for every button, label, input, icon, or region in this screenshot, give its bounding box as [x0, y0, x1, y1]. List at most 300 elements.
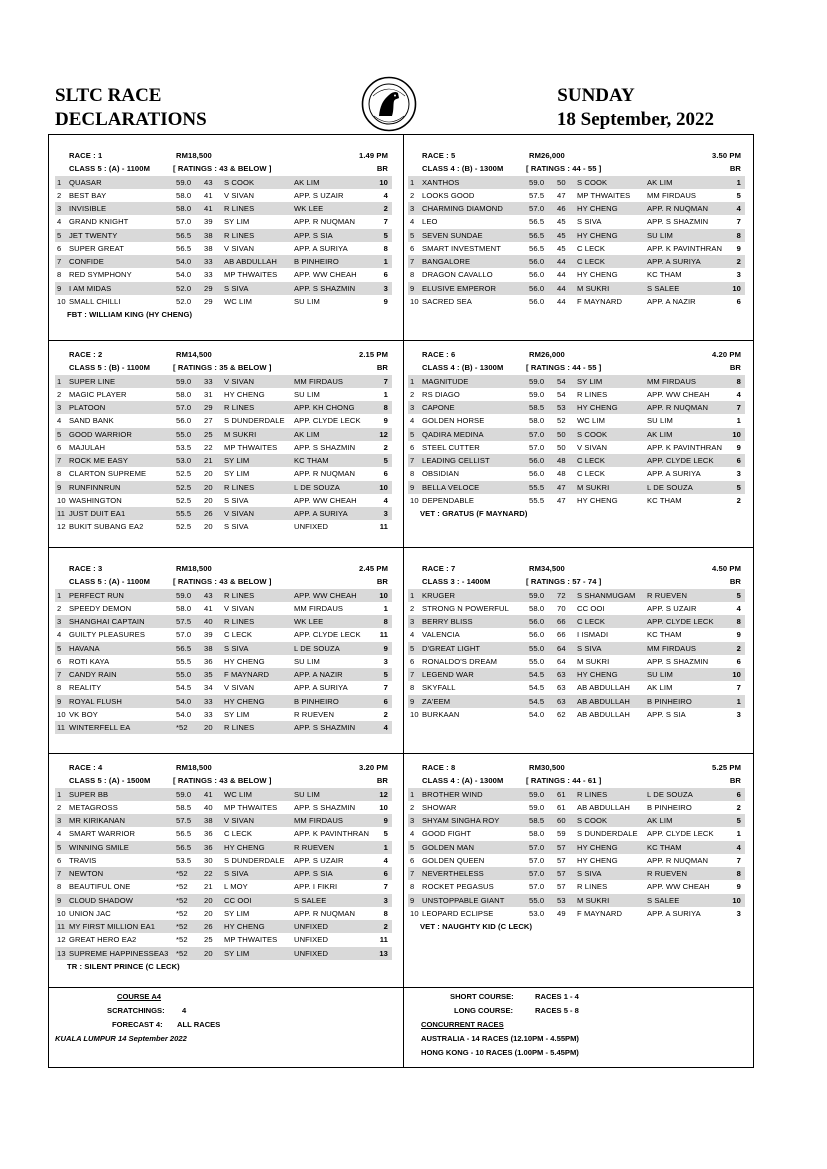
jockey: APP. WW CHEAH	[294, 270, 357, 280]
horse-name: GOOD WARRIOR	[69, 429, 132, 439]
jockey: B PINHEIRO	[294, 696, 339, 706]
rating: 29	[204, 403, 213, 412]
trainer: HY CHENG	[224, 389, 265, 399]
weight: *52	[176, 723, 188, 732]
weight: 55.0	[529, 895, 545, 905]
trainer: S COOK	[224, 177, 255, 187]
race-note: VET : GRATUS (F MAYNARD)	[420, 509, 528, 518]
jockey: APP. CLYDE LECK	[294, 416, 361, 426]
race-class: CLASS 5 : (A) - 1100M	[69, 577, 151, 587]
barrier: 7	[383, 683, 388, 693]
barrier: 9	[736, 882, 741, 892]
trainer: R LINES	[224, 204, 255, 213]
trainer: I ISMADI	[577, 630, 609, 640]
horse-name: SMALL CHILLI	[69, 296, 121, 306]
weight: 56.5	[176, 243, 192, 253]
jockey: UNFIXED	[294, 948, 329, 958]
weight: 59.0	[529, 789, 545, 799]
horse-name: WINNING SMILE	[69, 842, 129, 852]
weight: 56.0	[529, 270, 545, 280]
horse-name: GOOD FIGHT	[422, 829, 472, 839]
runner-row	[408, 854, 745, 867]
weight: 55.5	[176, 509, 192, 518]
horse-name: PERFECT RUN	[69, 590, 124, 600]
horse-name: SAND BANK	[69, 416, 114, 426]
rating: 34	[204, 683, 213, 693]
weight: 57.0	[176, 217, 192, 227]
race-note: FBT : WILLIAM KING (HY CHENG)	[67, 310, 193, 319]
runner-row	[408, 202, 745, 215]
jockey: MM FIRDAUS	[647, 643, 697, 653]
horse-name: SPEEDY DEMON	[69, 603, 132, 613]
runner-row	[55, 695, 392, 708]
rating: 20	[204, 495, 213, 505]
runner-row	[55, 867, 392, 880]
runner-row	[55, 708, 392, 721]
barrier: 11	[379, 630, 388, 640]
weight: 56.0	[529, 257, 545, 266]
runner-number: 6	[57, 243, 62, 253]
race-ratings: [ RATINGS : 44 - 55 ]	[526, 363, 602, 373]
horse-name: BANGALORE	[422, 257, 471, 266]
barrier: 8	[383, 403, 388, 412]
runner-number: 9	[410, 895, 415, 905]
runner-row	[55, 880, 392, 893]
runner-row	[408, 282, 745, 295]
rating: 41	[204, 789, 213, 799]
race-time: 4.50 PM	[712, 564, 741, 573]
barrier: 10	[379, 177, 388, 187]
weight: 52.0	[176, 296, 192, 306]
horse-name: BERRY BLISS	[422, 617, 473, 626]
jockey: APP. R NUQMAN	[647, 204, 709, 213]
runner-number: 1	[410, 177, 415, 187]
race-class: CLASS 4 : (B) - 1300M	[422, 164, 504, 174]
barrier: 1	[736, 177, 741, 187]
runner-number: 1	[57, 590, 62, 600]
race-number: RACE : 6	[422, 350, 456, 359]
forecast-value: ALL RACES	[177, 1020, 221, 1029]
runner-number: 6	[410, 656, 415, 666]
runner-number: 3	[410, 617, 415, 626]
horse-name: VALENCIA	[422, 630, 460, 640]
trainer: HY CHENG	[224, 842, 265, 852]
jockey: MM FIRDAUS	[294, 376, 344, 386]
rating: 66	[557, 630, 566, 640]
horse-name: ROTI KAYA	[69, 656, 110, 666]
runner-number: 10	[57, 296, 66, 306]
runner-number: 7	[57, 670, 62, 679]
runner-row	[55, 189, 392, 202]
jockey: APP. WW CHEAH	[647, 882, 710, 892]
race-block	[55, 149, 392, 321]
rating: 21	[204, 456, 213, 465]
rating: 50	[557, 177, 566, 187]
barrier: 1	[736, 696, 741, 706]
weight: *52	[176, 935, 188, 945]
footer-left	[55, 990, 395, 1046]
jockey: APP. R NUQMAN	[294, 908, 356, 918]
club-logo-icon	[361, 76, 417, 132]
barrier: 12	[379, 429, 388, 439]
runner-row	[55, 229, 392, 242]
race-ratings: [ RATINGS : 44 - 55 ]	[526, 164, 602, 174]
jockey: L DE SOUZA	[294, 643, 340, 653]
race-class-row	[55, 774, 392, 787]
runner-row	[408, 628, 745, 641]
rating: 48	[557, 456, 566, 465]
jockey: SU LIM	[294, 789, 320, 799]
runner-row	[55, 920, 392, 933]
jockey: APP. CLYDE LECK	[647, 617, 714, 626]
race-number: RACE : 5	[422, 151, 456, 160]
runner-row	[55, 202, 392, 215]
concurrent-hong-kong: HONG KONG - 10 RACES (1.00PM - 5.45PM)	[421, 1048, 579, 1057]
jockey: APP. S UZAIR	[647, 603, 697, 613]
rating: 29	[204, 296, 213, 306]
rating: 38	[204, 643, 213, 653]
weight: *52	[176, 882, 188, 892]
horse-name: QUASAR	[69, 177, 102, 187]
trainer: SY LIM	[224, 217, 250, 227]
rating: 20	[204, 469, 213, 479]
weight: 56.5	[176, 829, 192, 839]
weight: 56.0	[529, 469, 545, 479]
rating: 59	[557, 829, 566, 839]
race-prize: RM18,500	[176, 151, 212, 160]
runner-number: 10	[410, 296, 419, 306]
runner-row	[55, 602, 392, 615]
weight: 56.0	[529, 630, 545, 640]
trainer: R LINES	[577, 389, 608, 399]
jockey: KC THAM	[647, 270, 682, 280]
weight: *52	[176, 948, 188, 958]
runner-row	[55, 467, 392, 480]
barrier: 4	[383, 495, 388, 505]
rating: 44	[557, 283, 566, 293]
horse-name: ROCKET PEGASUS	[422, 882, 494, 892]
weight: 53.0	[529, 908, 545, 918]
rating: 54	[557, 376, 566, 386]
rating: 44	[557, 257, 566, 266]
runner-number: 5	[57, 429, 62, 439]
jockey: APP. S SHAZMIN	[294, 283, 356, 293]
weight: 56.0	[176, 416, 192, 426]
race-time: 2.45 PM	[359, 564, 388, 573]
jockey: APP. A SURIYA	[647, 469, 701, 479]
barrier: 12	[379, 789, 388, 799]
runner-number: 2	[410, 389, 415, 399]
race-header	[55, 562, 392, 575]
jockey: APP. WW CHEAH	[647, 389, 710, 399]
horse-name: LEGEND WAR	[422, 670, 474, 679]
horse-name: DRAGON CAVALLO	[422, 270, 493, 280]
trainer: HY CHENG	[224, 696, 265, 706]
rating: 41	[204, 190, 213, 200]
horse-name: NEWTON	[69, 869, 104, 878]
barrier: 4	[736, 204, 741, 213]
horse-name: ROCK ME EASY	[69, 456, 129, 465]
runner-row	[408, 454, 745, 467]
runner-row	[408, 268, 745, 281]
barrier: 5	[736, 590, 741, 600]
jockey: B PINHEIRO	[647, 802, 692, 812]
weight: 58.0	[529, 416, 545, 426]
race-time: 1.49 PM	[359, 151, 388, 160]
barrier: 13	[379, 948, 388, 958]
runner-number: 4	[410, 217, 415, 227]
runner-row	[55, 933, 392, 946]
title-block	[55, 84, 207, 132]
jockey: APP. R NUQMAN	[294, 217, 356, 227]
runner-row	[55, 589, 392, 602]
runner-number: 3	[57, 403, 62, 412]
rating: 20	[204, 948, 213, 958]
race-time: 3.50 PM	[712, 151, 741, 160]
trainer: C LECK	[577, 456, 606, 465]
barrier-header: BR	[729, 776, 741, 786]
weight: 57.0	[529, 842, 545, 852]
race-time: 4.20 PM	[712, 350, 741, 359]
trainer: HY CHENG	[577, 842, 618, 852]
horse-name: SHOWAR	[422, 802, 457, 812]
rating: 38	[204, 243, 213, 253]
race-header	[408, 149, 745, 162]
jockey: S SALEE	[647, 895, 680, 905]
trainer: HY CHENG	[577, 230, 618, 240]
jockey: APP. WW CHEAH	[294, 590, 357, 600]
weight: 54.0	[529, 709, 545, 719]
race-prize: RM26,000	[529, 151, 565, 160]
runner-number: 9	[57, 895, 62, 905]
rating: 25	[204, 429, 213, 439]
trainer: M SUKRI	[224, 429, 257, 439]
weight: 58.0	[529, 829, 545, 839]
barrier: 7	[736, 855, 741, 865]
barrier-header: BR	[729, 363, 741, 373]
jockey: R RUEVEN	[294, 842, 335, 852]
runner-row	[55, 841, 392, 854]
runner-number: 10	[410, 908, 419, 918]
jockey: SU LIM	[294, 389, 320, 399]
weight: 53.0	[176, 456, 192, 465]
title-line-2: DECLARATIONS	[55, 109, 207, 130]
weight: *52	[176, 895, 188, 905]
horse-name: VK BOY	[69, 709, 98, 719]
barrier: 2	[383, 709, 388, 719]
trainer: C LECK	[577, 257, 606, 266]
horse-name: SMART INVESTMENT	[422, 243, 501, 253]
runner-number: 8	[57, 469, 62, 479]
horse-name: ROYAL FLUSH	[69, 696, 123, 706]
rating: 31	[204, 389, 213, 399]
barrier: 10	[732, 283, 741, 293]
horse-name: LEADING CELLIST	[422, 456, 490, 465]
trainer: AB ABDULLAH	[577, 696, 631, 706]
runner-row	[55, 628, 392, 641]
horse-name: LOOKS GOOD	[422, 190, 475, 200]
race-prize: RM34,500	[529, 564, 565, 573]
runner-row	[408, 814, 745, 827]
barrier: 3	[736, 908, 741, 918]
race-header	[408, 348, 745, 361]
weight: 56.5	[529, 230, 545, 240]
trainer: S SIVA	[577, 217, 602, 227]
race-number: RACE : 2	[69, 350, 103, 359]
runner-row	[55, 907, 392, 920]
runner-number: 4	[57, 829, 62, 839]
rating: 43	[204, 177, 213, 187]
runner-number: 2	[410, 802, 415, 812]
trainer: C LECK	[224, 829, 253, 839]
race-prize: RM14,500	[176, 350, 212, 359]
weight: 58.0	[176, 389, 192, 399]
barrier-header: BR	[376, 577, 388, 587]
rating: 60	[557, 816, 566, 825]
trainer: MP THWAITES	[224, 935, 278, 945]
trainer: R LINES	[224, 230, 255, 240]
jockey: APP. K PAVINTHRAN	[647, 243, 723, 253]
jockey: R RUEVEN	[647, 590, 688, 600]
horse-name: LEOPARD ECLIPSE	[422, 908, 494, 918]
runner-row	[408, 215, 745, 228]
weight: 57.5	[176, 617, 192, 626]
rating: 52	[557, 416, 566, 426]
runner-number: 10	[57, 495, 66, 505]
runner-number: 9	[410, 283, 415, 293]
rating: 47	[557, 482, 566, 492]
weight: 57.5	[176, 816, 192, 825]
barrier: 3	[383, 509, 388, 518]
runner-row	[55, 428, 392, 441]
trainer: L MOY	[224, 882, 248, 892]
runner-row	[408, 401, 745, 414]
horse-name: GRAND KNIGHT	[69, 217, 129, 227]
runner-row	[408, 880, 745, 893]
trainer: F MAYNARD	[577, 296, 623, 306]
trainer: HY CHENG	[577, 495, 618, 505]
race-ratings: [ RATINGS : 44 - 61 ]	[526, 776, 602, 786]
rating: 53	[557, 403, 566, 412]
trainer: CC OOI	[224, 895, 252, 905]
race-prize: RM18,500	[176, 763, 212, 772]
barrier: 7	[383, 882, 388, 892]
trainer: S SIVA	[224, 283, 249, 293]
trainer: F MAYNARD	[577, 908, 623, 918]
barrier: 8	[383, 908, 388, 918]
runner-number: 3	[410, 403, 415, 412]
race-ratings: [ RATINGS : 35 & BELOW ]	[173, 363, 272, 373]
runner-number: 8	[410, 882, 415, 892]
runner-row	[55, 520, 392, 533]
barrier: 10	[379, 590, 388, 600]
jockey: UNFIXED	[294, 922, 329, 931]
rating: 50	[557, 429, 566, 439]
horse-name: STRONG N POWERFUL	[422, 603, 509, 613]
jockey: KC THAM	[647, 842, 682, 852]
horse-name: GOLDEN MAN	[422, 842, 475, 852]
barrier-header: BR	[376, 363, 388, 373]
row-divider	[48, 547, 754, 548]
weight: 55.5	[529, 495, 545, 505]
barrier: 8	[736, 869, 741, 878]
rating: 22	[204, 442, 213, 452]
jockey: SU LIM	[647, 230, 673, 240]
rating: 53	[557, 895, 566, 905]
rating: 47	[557, 495, 566, 505]
rating: 63	[557, 683, 566, 693]
trainer: M SUKRI	[577, 656, 610, 666]
weight: 56.0	[529, 296, 545, 306]
barrier: 2	[383, 442, 388, 452]
rating: 64	[557, 643, 566, 653]
jockey: L DE SOUZA	[647, 482, 693, 492]
runner-row	[408, 189, 745, 202]
runner-number: 9	[410, 482, 415, 492]
horse-name: MR KIRIKANAN	[69, 816, 126, 825]
horse-name: SHYAM SINGHA ROY	[422, 816, 500, 825]
weight: 55.0	[176, 429, 192, 439]
runner-row	[55, 441, 392, 454]
race-class: CLASS 4 : (B) - 1300M	[422, 363, 504, 373]
runner-row	[55, 655, 392, 668]
weight: 57.0	[176, 403, 192, 412]
rating: 47	[557, 190, 566, 200]
barrier: 11	[379, 522, 388, 532]
rating: 20	[204, 522, 213, 532]
runner-row	[408, 642, 745, 655]
horse-name: SACRED SEA	[422, 296, 472, 306]
runner-number: 2	[410, 190, 415, 200]
race-day: SUNDAY	[557, 85, 635, 106]
row-divider	[48, 987, 754, 988]
horse-name: OBSIDIAN	[422, 469, 460, 479]
trainer: HY CHENG	[577, 204, 618, 213]
trainer: SY LIM	[224, 709, 250, 719]
race-class: CLASS 5 : (B) - 1100M	[69, 363, 151, 373]
row-divider	[48, 340, 754, 341]
runner-row	[55, 388, 392, 401]
race-header	[408, 761, 745, 774]
runner-number: 8	[57, 882, 62, 892]
barrier: 3	[736, 709, 741, 719]
race-block	[55, 761, 392, 973]
weight: 55.0	[176, 670, 192, 679]
runner-number: 6	[410, 855, 415, 865]
trainer: S COOK	[577, 429, 608, 439]
rating: 61	[557, 789, 566, 799]
rating: 20	[204, 895, 213, 905]
horse-name: BROTHER WIND	[422, 789, 483, 799]
rating: 44	[557, 270, 566, 280]
trainer: S DUNDERDALE	[224, 855, 285, 865]
runner-number: 4	[57, 416, 62, 426]
runner-number: 5	[410, 643, 415, 653]
barrier: 4	[383, 855, 388, 865]
weight: 56.5	[176, 643, 192, 653]
jockey: APP. S SIA	[647, 709, 686, 719]
barrier: 4	[736, 842, 741, 852]
weight: 55.5	[529, 482, 545, 492]
race-class-row	[408, 774, 745, 787]
horse-name: MAGIC PLAYER	[69, 389, 127, 399]
jockey: APP. R NUQMAN	[647, 855, 709, 865]
runner-row	[408, 589, 745, 602]
trainer: C LECK	[577, 243, 606, 253]
jockey: APP. KH CHONG	[294, 403, 355, 412]
horse-name: UNSTOPPABLE GIANT	[422, 895, 505, 905]
horse-name: LEO	[422, 217, 438, 227]
